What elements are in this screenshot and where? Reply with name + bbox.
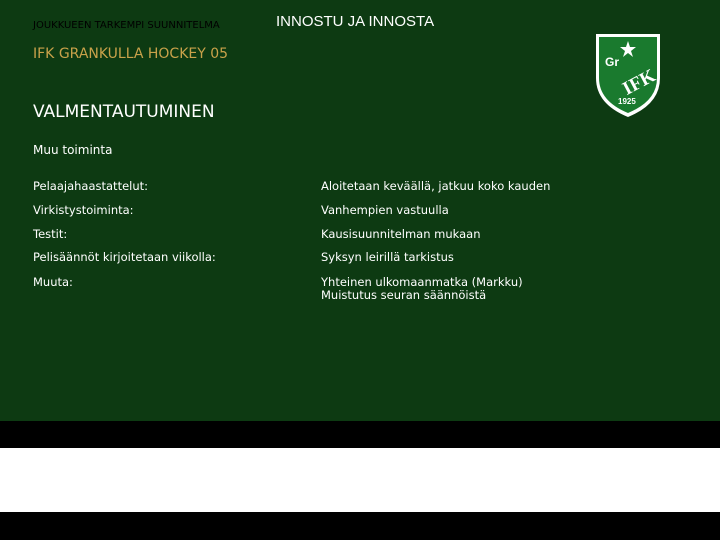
row-value: Yhteinen ulkomaanmatka (Markku) bbox=[321, 275, 523, 289]
row-value: Aloitetaan keväällä, jatkuu koko kauden bbox=[321, 179, 551, 193]
row-value: Syksyn leirillä tarkistus bbox=[321, 250, 454, 264]
row-label: Testit: bbox=[33, 227, 68, 241]
crest-year-text: 1925 bbox=[618, 97, 636, 106]
row-label: Pelaajahaastattelut: bbox=[33, 179, 149, 193]
team-title: IFK GRANKULLA HOCKEY 05 bbox=[33, 46, 229, 62]
section-title: VALMENTAUTUMINEN bbox=[33, 102, 215, 122]
footer-band bbox=[0, 448, 720, 512]
header-slogan: INNOSTU JA INNOSTA bbox=[276, 13, 435, 30]
row-label: Pelisäännöt kirjoitetaan viikolla: bbox=[33, 250, 216, 264]
row-value-line2: Muistutus seuran säännöistä bbox=[321, 288, 487, 302]
crest-ifk-text: IFK bbox=[619, 65, 659, 100]
row-label: Muuta: bbox=[33, 275, 73, 289]
row-value: Vanhempien vastuulla bbox=[321, 203, 449, 217]
row-label: Virkistystoiminta: bbox=[33, 203, 134, 217]
row-value: Kausisuunnitelman mukaan bbox=[321, 227, 481, 241]
crest-gr-text: Gr bbox=[605, 55, 620, 69]
ifk-crest-icon bbox=[592, 30, 664, 120]
subsection-title: Muu toiminta bbox=[33, 143, 113, 157]
header-left-text: JOUKKUEEN TARKEMPI SUUNNITELMA bbox=[33, 20, 220, 31]
